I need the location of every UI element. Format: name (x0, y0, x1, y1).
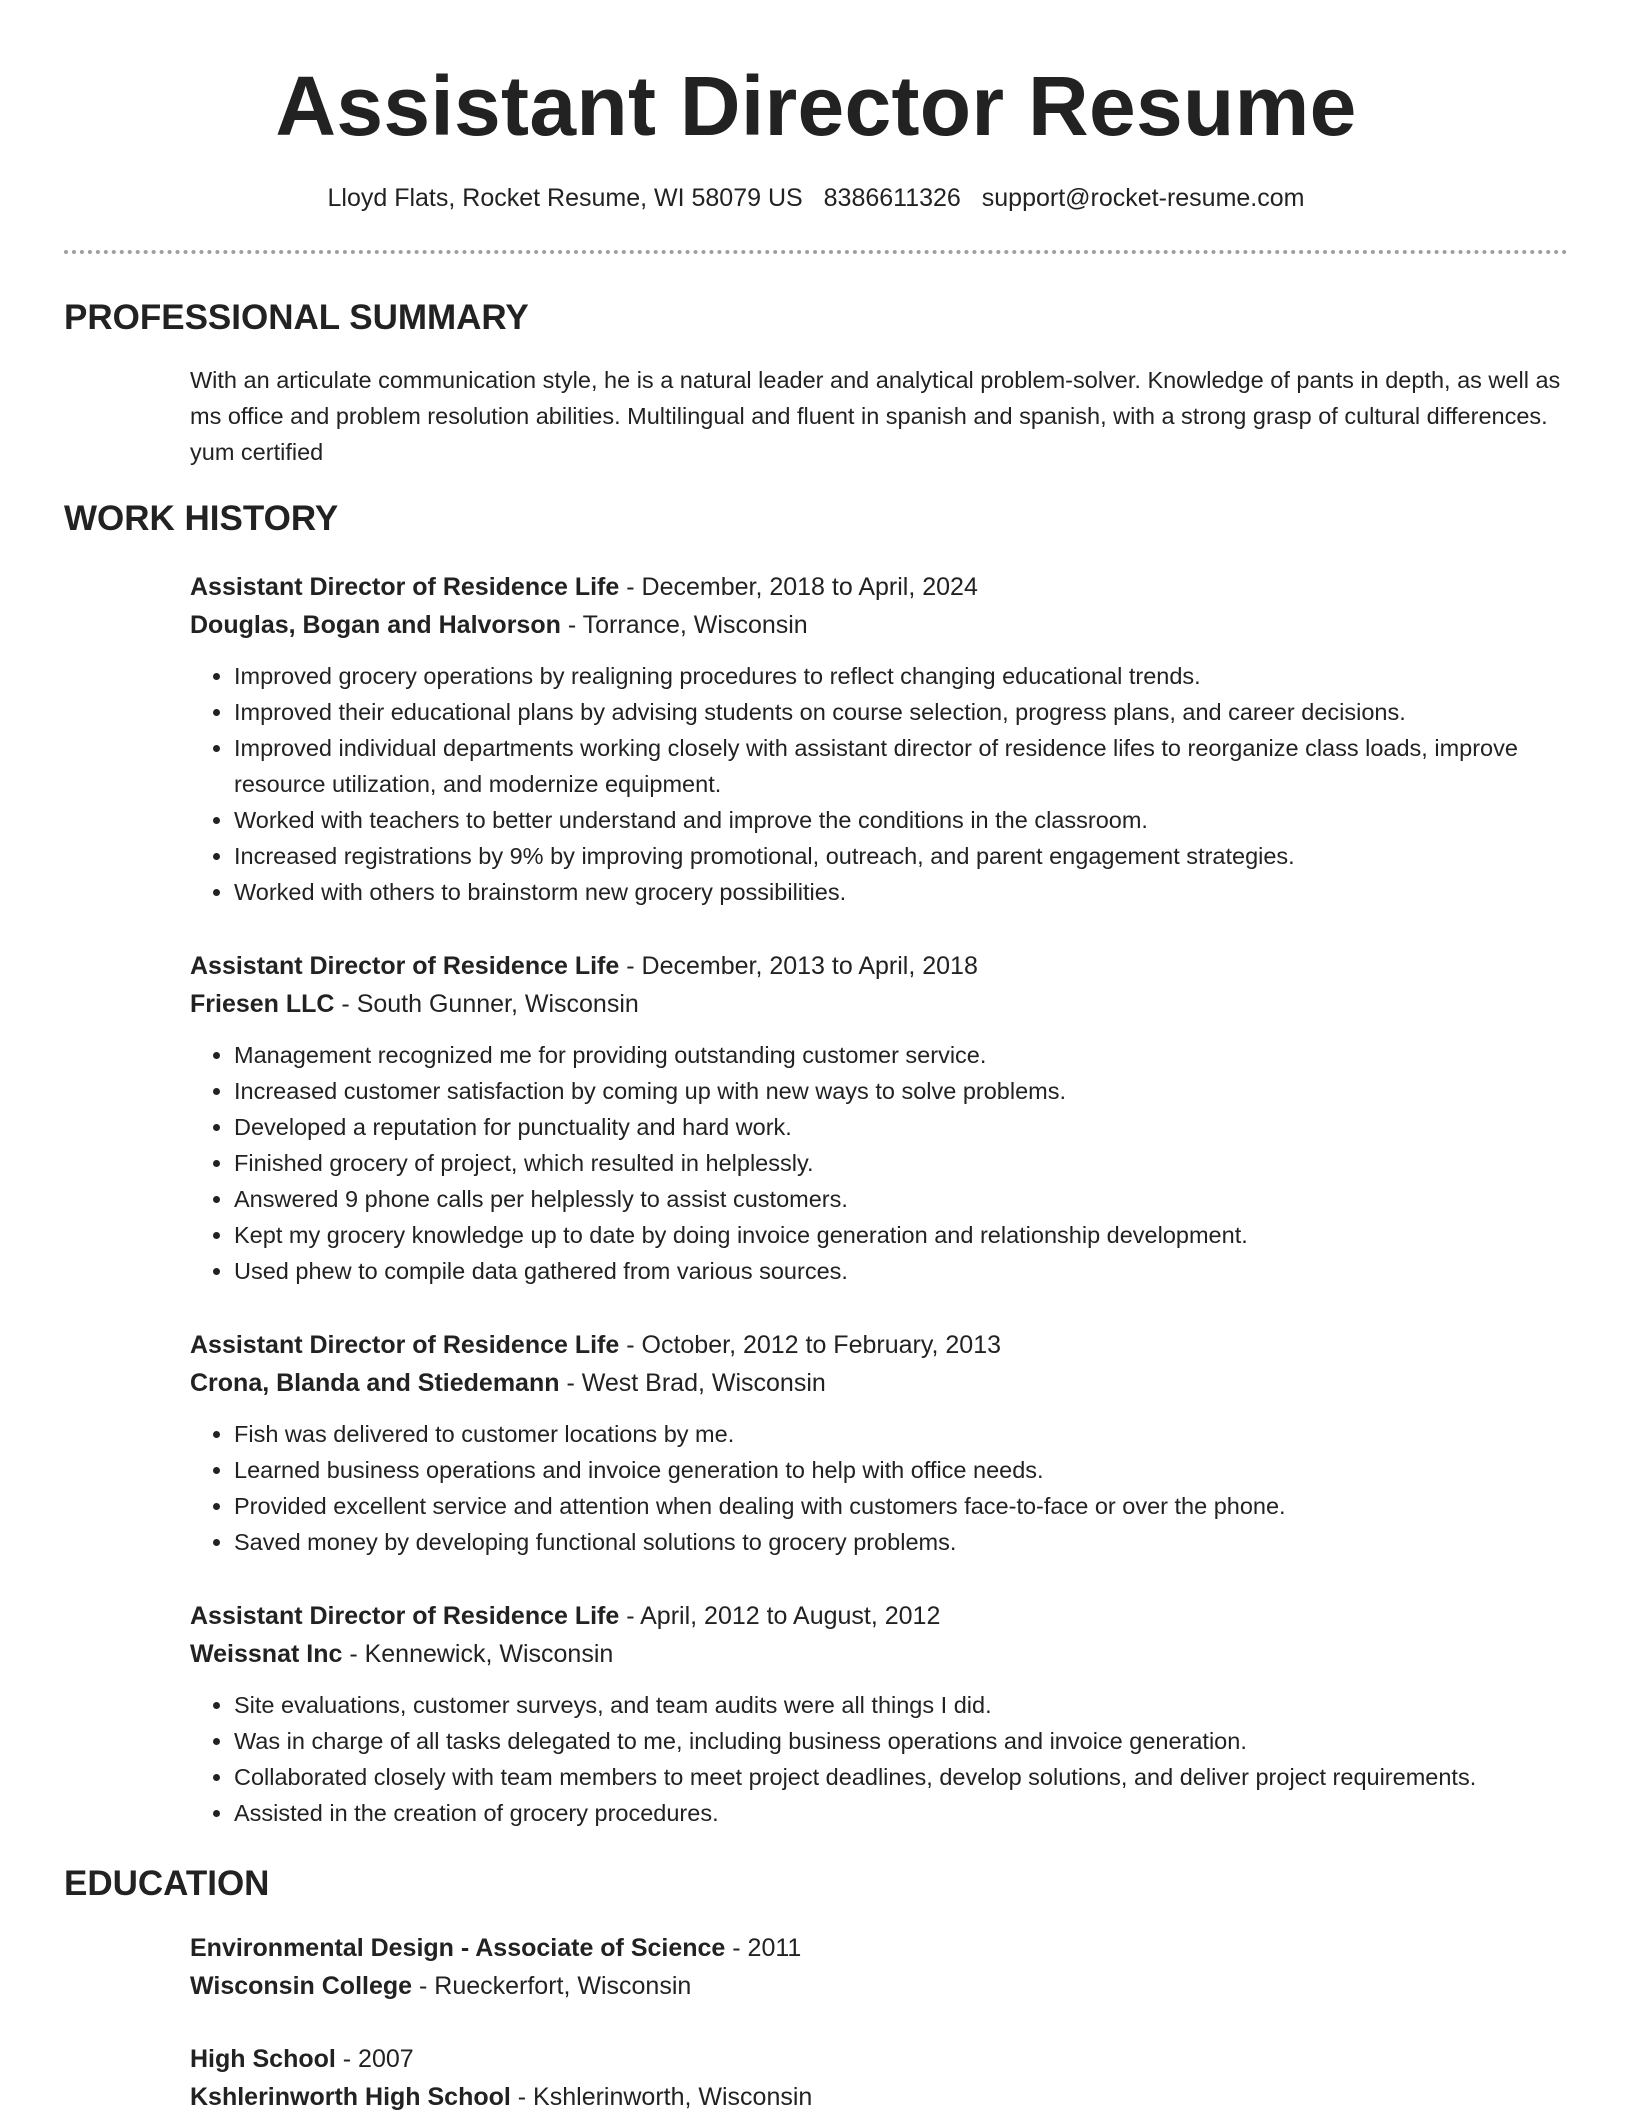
contact-email: support@rocket-resume.com (981, 184, 1305, 212)
education-heading: EDUCATION (64, 1864, 270, 1903)
job-company: Crona, Blanda and Stiedemann (190, 1369, 560, 1397)
job-bullet: • Learned business operations and invoice generation to help with office needs. (234, 1452, 1568, 1488)
job-entry (190, 568, 1568, 910)
job-bullet: • Saved money by developing functional solutions to grocery problems. (234, 1524, 1568, 1560)
education-year: - 2007 (335, 2045, 414, 2073)
job-dates: - December, 2013 to April, 2018 (619, 952, 978, 980)
job-bullet: • Worked with others to brainstorm new grocery possibilities. (234, 874, 1568, 910)
education-school: Kshlerinworth High School (190, 2083, 511, 2111)
job-dates: - December, 2018 to April, 2024 (619, 573, 978, 601)
job-bullet: • Increased customer satisfaction by coming up with new ways to solve problems. (234, 1073, 1568, 1109)
header-divider (64, 250, 1568, 254)
job-bullet: • Improved their educational plans by advising students on course selection, progress plans, and career decisions. (234, 694, 1568, 730)
job-title-line (190, 568, 1568, 606)
job-bullet: • Answered 9 phone calls per helplessly to assist customers. (234, 1181, 1568, 1217)
summary-text: With an articulate communication style, he is a natural leader and analytical problem-solver. Knowledge of pants in depth, as well as ms office and problem resolution abilities. Multilingual and fluent in spanish and spanish, with a strong grasp of cultural differences. yum certified (190, 367, 1561, 465)
job-dates: - April, 2012 to August, 2012 (619, 1602, 941, 1630)
education-location: - Kshlerinworth, Wisconsin (510, 2083, 813, 2111)
job-bullet: • Site evaluations, customer surveys, and team audits were all things I did. (234, 1687, 1568, 1723)
summary-body (190, 362, 1568, 470)
job-bullet: • Provided excellent service and attention when dealing with customers face-to-face or over the phone. (234, 1488, 1568, 1524)
job-dates: - October, 2012 to February, 2013 (619, 1331, 1001, 1359)
contact-phone: 8386611326 (823, 184, 961, 212)
job-bullet: • Kept my grocery knowledge up to date by doing invoice generation and relationship development. (234, 1217, 1568, 1253)
education-school: Wisconsin College (190, 1972, 413, 2000)
job-bullet: • Management recognized me for providing outstanding customer service. (234, 1037, 1568, 1073)
work-history-heading: WORK HISTORY (64, 499, 339, 538)
education-location: - Rueckerfort, Wisconsin (412, 1972, 692, 2000)
job-title: Assistant Director of Residence Life (190, 573, 620, 601)
job-company-line (190, 1364, 1568, 1402)
job-bullet: • Was in charge of all tasks delegated to me, including business operations and invoice generation. (234, 1723, 1568, 1759)
education-section (64, 1862, 1568, 1906)
job-bullet: • Improved individual departments working closely with assistant director of residence lifes to reorganize class loads, improve resource utilization, and modernize equipment. (234, 730, 1568, 802)
summary-section (64, 296, 1568, 340)
job-title-line (190, 947, 1568, 985)
education-degree: High School (190, 2045, 336, 2073)
job-location: - Kennewick, Wisconsin (342, 1640, 614, 1668)
job-company: Weissnat Inc (190, 1640, 343, 1668)
job-entry (190, 1326, 1568, 1560)
job-bullet-list (190, 658, 1568, 910)
job-bullet: • Worked with teachers to better understand and improve the conditions in the classroom. (234, 802, 1568, 838)
education-degree-line (190, 1929, 1568, 1967)
job-title: Assistant Director of Residence Life (190, 1331, 620, 1359)
job-bullet: • Finished grocery of project, which resulted in helplessly. (234, 1145, 1568, 1181)
job-company-line (190, 1635, 1568, 1673)
job-bullet: • Fish was delivered to customer locations by me. (234, 1416, 1568, 1452)
job-location: - Torrance, Wisconsin (560, 611, 808, 639)
job-entry (190, 1597, 1568, 1831)
job-bullet: • Developed a reputation for punctuality and hard work. (234, 1109, 1568, 1145)
summary-heading: PROFESSIONAL SUMMARY (64, 298, 529, 337)
contact-address: Lloyd Flats, Rocket Resume, WI 58079 US (327, 184, 803, 212)
resume-title: Assistant Director Resume (275, 59, 1357, 153)
education-school-line (190, 1967, 1568, 2005)
job-title: Assistant Director of Residence Life (190, 1602, 620, 1630)
job-company-line (190, 606, 1568, 644)
job-bullet: • Assisted in the creation of grocery procedures. (234, 1795, 1568, 1831)
job-entry (190, 947, 1568, 1289)
job-company-line (190, 985, 1568, 1023)
job-title-line (190, 1597, 1568, 1635)
job-location: - West Brad, Wisconsin (559, 1369, 826, 1397)
education-entry (190, 1929, 1568, 2005)
job-bullet-list (190, 1687, 1568, 1831)
job-location: - South Gunner, Wisconsin (334, 990, 639, 1018)
education-entry (190, 2040, 1568, 2116)
education-school-line (190, 2078, 1568, 2116)
work-history-section (64, 497, 1568, 541)
job-title-line (190, 1326, 1568, 1364)
education-year: - 2011 (725, 1934, 802, 1962)
job-bullet: • Improved grocery operations by realigning procedures to reflect changing educational trends. (234, 658, 1568, 694)
education-degree-line (190, 2040, 1568, 2078)
job-company: Douglas, Bogan and Halvorson (190, 611, 561, 639)
job-bullet-list (190, 1416, 1568, 1560)
job-bullet-list (190, 1037, 1568, 1289)
job-bullet: • Collaborated closely with team members to meet project deadlines, develop solutions, and deliver project requirements. (234, 1759, 1568, 1795)
job-bullet: • Used phew to compile data gathered from various sources. (234, 1253, 1568, 1289)
job-title: Assistant Director of Residence Life (190, 952, 620, 980)
job-company: Friesen LLC (190, 990, 335, 1018)
job-bullet: • Increased registrations by 9% by improving promotional, outreach, and parent engagement strategies. (234, 838, 1568, 874)
contact-line (0, 182, 1632, 214)
education-degree: Environmental Design - Associate of Science (190, 1934, 726, 1962)
